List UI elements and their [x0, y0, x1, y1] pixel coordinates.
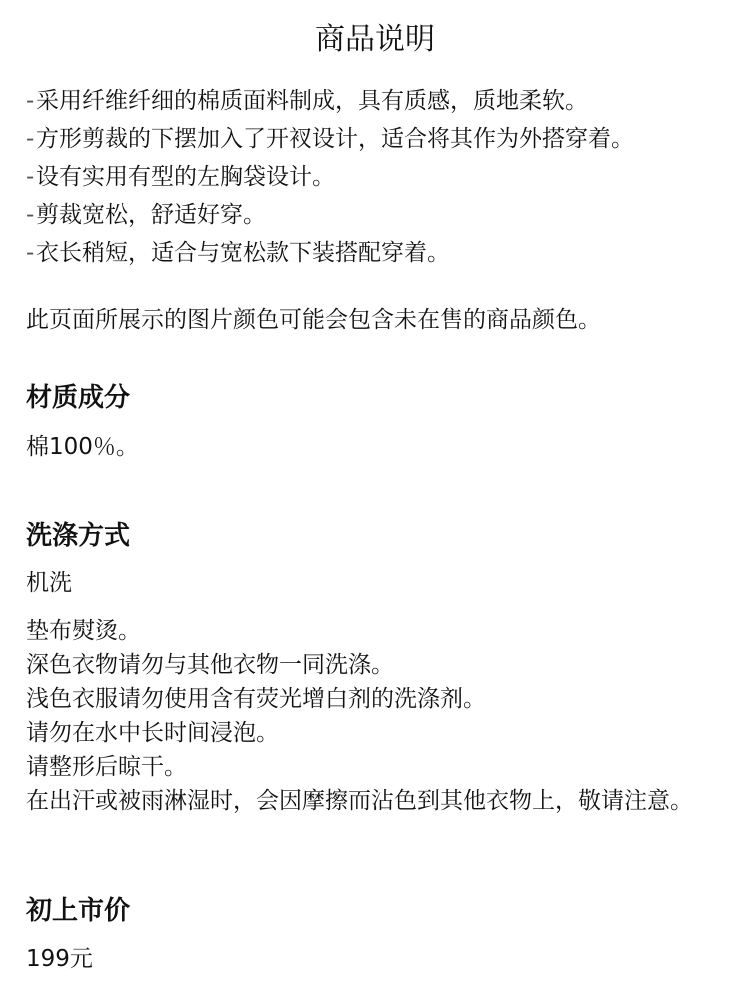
care-line: 垫布熨烫。	[26, 618, 141, 644]
material-heading: 材质成分	[26, 383, 131, 413]
feature-text: 设有实用有型的左胸袋设计。	[36, 164, 335, 190]
care-line: 请勿在水中长时间浸泡。	[26, 720, 279, 746]
feature-item	[26, 234, 736, 272]
feature-text: 剪裁宽松，舒适好穿。	[36, 202, 266, 228]
wash-heading: 洗涤方式	[26, 521, 131, 551]
care-line: 请整形后晾干。	[26, 754, 187, 780]
dash-marker: -	[26, 88, 35, 114]
dash-marker: -	[26, 126, 35, 152]
care-line: 浅色衣服请勿使用含有荧光增白剂的洗涤剂。	[26, 686, 486, 712]
dash-marker: -	[26, 164, 35, 190]
feature-item	[26, 82, 736, 120]
feature-item	[26, 120, 736, 158]
wash-method: 机洗	[26, 570, 72, 596]
feature-item	[26, 196, 736, 234]
dash-marker: -	[26, 240, 35, 266]
care-line: 在出汗或被雨淋湿时，会因摩擦而沾色到其他衣物上，敬请注意。	[26, 788, 693, 814]
price-heading: 初上市价	[26, 896, 131, 926]
care-line: 深色衣物请勿与其他衣物一同洗涤。	[26, 652, 394, 678]
material-text: 棉100％。	[26, 434, 139, 460]
care-instructions	[26, 614, 731, 818]
feature-text: 衣长稍短，适合与宽松款下装搭配穿着。	[36, 240, 450, 266]
dash-marker: -	[26, 202, 35, 228]
feature-text: 方形剪裁的下摆加入了开衩设计，适合将其作为外搭穿着。	[36, 126, 634, 152]
feature-list	[26, 82, 736, 272]
color-disclaimer: 此页面所展示的图片颜色可能会包含未在售的商品颜色。	[26, 307, 601, 333]
feature-text: 采用纤维纤细的棉质面料制成，具有质感，质地柔软。	[36, 88, 588, 114]
feature-item	[26, 158, 736, 196]
price-text: 199元	[26, 946, 93, 972]
page-title: 商品说明	[315, 22, 435, 57]
